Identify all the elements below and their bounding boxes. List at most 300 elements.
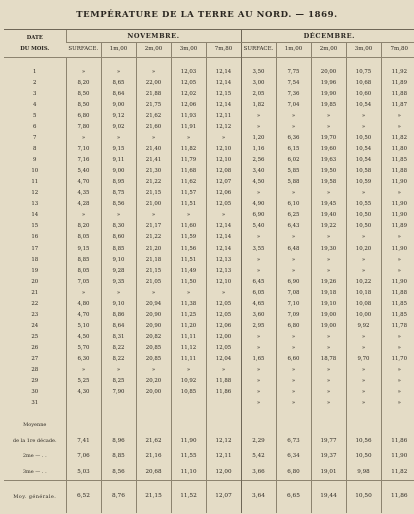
value-cell: 21,88 <box>136 89 171 100</box>
value-cell: 11,11 <box>171 354 206 365</box>
value-cell: » <box>311 111 346 122</box>
spacer-cell <box>346 58 381 67</box>
value-cell: » <box>381 111 414 122</box>
value-cell: » <box>276 266 311 277</box>
value-cell: 12,06 <box>206 188 241 199</box>
value-cell: 11,82 <box>381 133 414 144</box>
value-cell: 8,05 <box>66 233 101 244</box>
value-cell: 11,62 <box>171 177 206 188</box>
value-cell: 12,00 <box>206 332 241 343</box>
value-cell: » <box>66 288 101 299</box>
value-cell: 11,90 <box>381 199 414 210</box>
value-cell: 10,20 <box>346 244 381 255</box>
table-row <box>4 255 414 266</box>
table-row <box>4 387 414 398</box>
value-cell: 10,68 <box>346 78 381 89</box>
value-cell: 11,90 <box>381 177 414 188</box>
col-header-1m-dec: 1m,00 <box>276 43 311 58</box>
value-cell: 12,15 <box>206 89 241 100</box>
table-row <box>4 365 414 376</box>
table-row <box>4 376 414 387</box>
row-label-cell: 5 <box>33 112 37 119</box>
value-cell: 5,70 <box>66 343 101 354</box>
value-cell: 7,10 <box>66 144 101 155</box>
value-cell: 22,00 <box>136 78 171 89</box>
value-cell <box>66 399 101 410</box>
value-cell: » <box>276 365 311 376</box>
spacer-row <box>4 410 414 418</box>
value-cell: 5,40 <box>241 222 276 233</box>
table-row <box>4 89 414 100</box>
value-cell: 9,15 <box>66 244 101 255</box>
value-cell: 10,54 <box>346 144 381 155</box>
value-cell: 12,10 <box>206 144 241 155</box>
value-cell: 11,51 <box>171 255 206 266</box>
row-label-cell: 31 <box>31 400 39 407</box>
col-header-7m-nov: 7m,80 <box>206 43 241 58</box>
table-row <box>4 244 414 255</box>
value-cell: 12,03 <box>171 67 206 78</box>
value-cell: 19,85 <box>311 100 346 111</box>
value-cell: 12,14 <box>206 78 241 89</box>
value-cell: 7,10 <box>276 299 311 310</box>
value-cell: 19,30 <box>311 244 346 255</box>
value-cell: 11,52 <box>171 481 206 513</box>
value-cell: 4,50 <box>241 177 276 188</box>
value-cell: 19,44 <box>311 481 346 513</box>
value-cell: 8,64 <box>101 321 136 332</box>
table-body <box>4 58 414 514</box>
row-label-cell: 11 <box>31 179 39 186</box>
value-cell: » <box>206 288 241 299</box>
value-cell: 3,66 <box>241 465 276 481</box>
value-cell: 11,90 <box>381 210 414 221</box>
value-cell: » <box>311 255 346 266</box>
row-label-cell: 6 <box>33 123 37 130</box>
table-row <box>4 222 414 233</box>
value-cell: 2,95 <box>241 321 276 332</box>
value-cell: » <box>381 387 414 398</box>
value-cell: 6,73 <box>276 434 311 450</box>
value-cell: 9,28 <box>101 266 136 277</box>
value-cell: 10,54 <box>346 100 381 111</box>
col-header-3m-dec: 3m,00 <box>346 43 381 58</box>
value-cell: » <box>276 387 311 398</box>
value-cell: 6,34 <box>276 449 311 465</box>
value-cell: 9,70 <box>346 354 381 365</box>
value-cell: 10,50 <box>346 210 381 221</box>
value-cell: 11,89 <box>381 222 414 233</box>
row-label-cell: de la 1re décade. <box>12 437 57 444</box>
row-label-cell: 15 <box>31 223 39 230</box>
spacer-cell <box>381 58 414 67</box>
value-cell: 10,50 <box>346 481 381 513</box>
value-cell: 21,20 <box>136 244 171 255</box>
value-cell: 12,05 <box>206 310 241 321</box>
value-cell: » <box>276 122 311 133</box>
col-header-2m-nov: 2m,00 <box>136 43 171 58</box>
value-cell: 11,55 <box>171 449 206 465</box>
table-row <box>4 210 414 221</box>
value-cell: 6,30 <box>66 354 101 365</box>
value-cell: 4,50 <box>66 332 101 343</box>
spacer-cell <box>4 58 66 67</box>
general-mean-row <box>4 481 414 513</box>
col-header-7m-dec: 7m,80 <box>381 43 414 58</box>
spacer-cell <box>241 58 276 67</box>
value-cell: 11,90 <box>381 277 414 288</box>
value-cell: 9,10 <box>101 299 136 310</box>
value-cell: » <box>381 233 414 244</box>
table-row <box>4 166 414 177</box>
spacer-cell <box>241 410 276 418</box>
value-cell: 19,00 <box>311 310 346 321</box>
row-label-cell: 28 <box>31 367 39 374</box>
value-cell: 1,20 <box>241 133 276 144</box>
value-cell <box>136 399 171 410</box>
spacer-cell <box>101 410 136 418</box>
value-cell <box>206 418 241 434</box>
row-label-cell: 17 <box>31 245 39 252</box>
value-cell: 10,50 <box>346 133 381 144</box>
value-cell: 10,55 <box>346 199 381 210</box>
value-cell: 7,05 <box>66 277 101 288</box>
table-row <box>4 155 414 166</box>
value-cell: 11,51 <box>171 199 206 210</box>
value-cell: 8,85 <box>101 449 136 465</box>
value-cell: 3,50 <box>241 67 276 78</box>
row-label-cell: 19 <box>31 267 39 274</box>
table-row <box>4 277 414 288</box>
row-label-cell: 29 <box>31 378 39 385</box>
value-cell: 9,00 <box>101 166 136 177</box>
value-cell: 5,40 <box>66 166 101 177</box>
value-cell: 12,05 <box>206 299 241 310</box>
value-cell: 7,80 <box>66 122 101 133</box>
value-cell: 9,15 <box>101 144 136 155</box>
row-label-cell: 8 <box>33 145 37 152</box>
value-cell: » <box>276 111 311 122</box>
value-cell: 6,02 <box>276 155 311 166</box>
value-cell: 12,05 <box>206 343 241 354</box>
value-cell: 6,52 <box>66 481 101 513</box>
value-cell: 7,09 <box>276 310 311 321</box>
table-row <box>4 299 414 310</box>
value-cell: » <box>381 255 414 266</box>
spacer-cell <box>346 410 381 418</box>
value-cell: » <box>346 343 381 354</box>
date-header-line1: DATE <box>26 34 43 41</box>
value-cell: » <box>136 288 171 299</box>
value-cell: 11,80 <box>381 144 414 155</box>
value-cell: 19,58 <box>311 177 346 188</box>
value-cell: » <box>241 365 276 376</box>
value-cell <box>136 418 171 434</box>
value-cell: » <box>101 365 136 376</box>
table-row <box>4 111 414 122</box>
value-cell: » <box>346 399 381 410</box>
spacer-cell <box>101 58 136 67</box>
value-cell: 19,70 <box>311 133 346 144</box>
value-cell: 12,13 <box>206 266 241 277</box>
value-cell: 5,88 <box>276 177 311 188</box>
value-cell: 20,68 <box>136 465 171 481</box>
value-cell: 6,65 <box>276 481 311 513</box>
value-cell: 8,20 <box>66 78 101 89</box>
table-row <box>4 188 414 199</box>
value-cell: » <box>66 133 101 144</box>
table-row <box>4 354 414 365</box>
value-cell: 3,55 <box>241 244 276 255</box>
page-title: TEMPÉRATURE DE LA TERRE AU NORD. — 1869. <box>76 10 338 20</box>
value-cell: 6,05 <box>241 288 276 299</box>
table-row <box>4 133 414 144</box>
value-cell: » <box>311 387 346 398</box>
value-cell: 9,11 <box>101 155 136 166</box>
value-cell: » <box>101 133 136 144</box>
value-cell: 21,15 <box>136 266 171 277</box>
value-cell: 9,00 <box>101 100 136 111</box>
value-cell: 8,56 <box>101 465 136 481</box>
row-label-cell: 14 <box>31 212 39 219</box>
value-cell: » <box>311 122 346 133</box>
value-cell: 8,75 <box>101 188 136 199</box>
table-row <box>4 177 414 188</box>
value-cell: 5,42 <box>241 449 276 465</box>
row-label-cell: 2me — . . <box>22 453 47 460</box>
value-cell: 6,15 <box>276 144 311 155</box>
month-header-november: NOVEMBRE. <box>66 30 241 43</box>
value-cell: 8,56 <box>101 199 136 210</box>
value-cell: » <box>276 332 311 343</box>
value-cell: 10,22 <box>346 277 381 288</box>
value-cell: 12,02 <box>171 89 206 100</box>
spacer-cell <box>206 58 241 67</box>
value-cell: 10,58 <box>346 166 381 177</box>
value-cell: 4,80 <box>66 299 101 310</box>
table-row <box>4 288 414 299</box>
value-cell: » <box>101 288 136 299</box>
value-cell: 19,60 <box>311 144 346 155</box>
row-label-cell: 27 <box>31 356 39 363</box>
value-cell: 8,50 <box>66 89 101 100</box>
value-cell: 11,60 <box>171 222 206 233</box>
value-cell: 21,62 <box>136 111 171 122</box>
value-cell: 21,75 <box>136 100 171 111</box>
table-row <box>4 199 414 210</box>
value-cell: 19,96 <box>311 78 346 89</box>
value-cell: 11,88 <box>381 89 414 100</box>
value-cell: » <box>346 233 381 244</box>
value-cell: » <box>241 332 276 343</box>
summary-row <box>4 434 414 450</box>
value-cell: 20,82 <box>136 332 171 343</box>
table-row <box>4 321 414 332</box>
value-cell: 9,02 <box>101 122 136 133</box>
value-cell: » <box>241 111 276 122</box>
value-cell: 7,06 <box>66 449 101 465</box>
value-cell: 10,56 <box>346 434 381 450</box>
spacer-cell <box>171 58 206 67</box>
value-cell: » <box>241 343 276 354</box>
value-cell: » <box>241 188 276 199</box>
value-cell: 1,65 <box>241 354 276 365</box>
value-cell: » <box>346 332 381 343</box>
value-cell: » <box>276 399 311 410</box>
value-cell: » <box>206 365 241 376</box>
summary-row <box>4 465 414 481</box>
value-cell <box>206 399 241 410</box>
col-header-1m-nov: 1m,00 <box>101 43 136 58</box>
value-cell <box>101 418 136 434</box>
summary-row <box>4 418 414 434</box>
table-row <box>4 144 414 155</box>
value-cell <box>171 399 206 410</box>
row-label-cell: 4 <box>33 101 37 108</box>
value-cell: 19,01 <box>311 465 346 481</box>
col-header-2m-dec: 2m,00 <box>311 43 346 58</box>
value-cell: » <box>136 365 171 376</box>
value-cell: 21,40 <box>136 144 171 155</box>
spacer-cell <box>311 410 346 418</box>
value-cell: 18,78 <box>311 354 346 365</box>
value-cell: 11,88 <box>381 166 414 177</box>
value-cell: 19,40 <box>311 210 346 221</box>
spacer-cell <box>276 410 311 418</box>
value-cell: 11,50 <box>171 277 206 288</box>
value-cell: » <box>136 133 171 144</box>
value-cell: 12,05 <box>171 78 206 89</box>
value-cell: 21,22 <box>136 177 171 188</box>
spacer-cell <box>381 410 414 418</box>
value-cell: 21,16 <box>136 449 171 465</box>
value-cell: 5,10 <box>66 321 101 332</box>
value-cell: 9,10 <box>101 255 136 266</box>
value-cell: 5,25 <box>66 376 101 387</box>
table-row <box>4 78 414 89</box>
value-cell: 19,37 <box>311 449 346 465</box>
value-cell: 10,08 <box>346 299 381 310</box>
row-label-cell: 30 <box>31 389 39 396</box>
value-cell: 7,04 <box>276 100 311 111</box>
spacer-cell <box>136 58 171 67</box>
value-cell: » <box>381 376 414 387</box>
value-cell: 3,40 <box>241 166 276 177</box>
value-cell: 10,60 <box>346 89 381 100</box>
value-cell: » <box>66 67 101 78</box>
value-cell: 10,85 <box>171 387 206 398</box>
value-cell: 10,75 <box>346 67 381 78</box>
value-cell: 10,50 <box>346 222 381 233</box>
value-cell: » <box>206 210 241 221</box>
value-cell: 6,48 <box>276 244 311 255</box>
table-row <box>4 310 414 321</box>
value-cell: 9,98 <box>346 465 381 481</box>
row-label-cell: 24 <box>31 322 39 329</box>
value-cell: 6,60 <box>276 354 311 365</box>
value-cell: » <box>311 233 346 244</box>
value-cell: » <box>311 266 346 277</box>
value-cell: 8,25 <box>101 376 136 387</box>
value-cell: » <box>101 67 136 78</box>
value-cell: 11,59 <box>171 233 206 244</box>
value-cell: 19,10 <box>311 299 346 310</box>
value-cell: » <box>241 266 276 277</box>
value-cell: 10,92 <box>171 376 206 387</box>
value-cell: 19,77 <box>311 434 346 450</box>
value-cell: 6,25 <box>276 210 311 221</box>
value-cell: 12,07 <box>206 177 241 188</box>
value-cell: 20,00 <box>311 67 346 78</box>
value-cell: 11,88 <box>206 376 241 387</box>
value-cell: 8,60 <box>101 233 136 244</box>
value-cell: 20,00 <box>136 387 171 398</box>
value-cell: 2,05 <box>241 89 276 100</box>
value-cell: 21,22 <box>136 233 171 244</box>
value-cell <box>66 418 101 434</box>
value-cell: 1,82 <box>241 100 276 111</box>
value-cell: » <box>346 387 381 398</box>
value-cell: » <box>101 210 136 221</box>
spacer-cell <box>171 410 206 418</box>
value-cell: 8,85 <box>66 255 101 266</box>
temperature-table <box>4 29 414 513</box>
value-cell: 19,45 <box>311 199 346 210</box>
value-cell: » <box>346 122 381 133</box>
row-label-cell: Moy. générale. <box>4 481 66 513</box>
table-row <box>4 122 414 133</box>
value-cell: 11,85 <box>381 310 414 321</box>
date-header-line2: DU MOIS. <box>20 45 50 52</box>
value-cell: » <box>241 376 276 387</box>
value-cell: 5,03 <box>66 465 101 481</box>
value-cell: 12,12 <box>206 122 241 133</box>
col-header-3m-nov: 3m,00 <box>171 43 206 58</box>
value-cell: 11,86 <box>381 481 414 513</box>
value-cell: » <box>241 399 276 410</box>
value-cell: 10,18 <box>346 288 381 299</box>
value-cell: 21,41 <box>136 155 171 166</box>
value-cell: » <box>311 332 346 343</box>
value-cell: 21,15 <box>136 481 171 513</box>
value-cell: 4,70 <box>66 177 101 188</box>
row-label-cell: 25 <box>31 334 39 340</box>
value-cell: » <box>276 343 311 354</box>
spacer-cell <box>136 410 171 418</box>
value-cell: 11,11 <box>171 332 206 343</box>
value-cell: 12,10 <box>206 155 241 166</box>
value-cell: » <box>346 188 381 199</box>
row-label-cell: Moyenne <box>23 422 47 429</box>
value-cell: 19,18 <box>311 288 346 299</box>
value-cell: 4,90 <box>241 199 276 210</box>
value-cell: 10,54 <box>346 155 381 166</box>
value-cell: 21,60 <box>136 122 171 133</box>
value-cell: » <box>346 255 381 266</box>
value-cell: » <box>381 332 414 343</box>
value-cell: » <box>66 365 101 376</box>
value-cell: » <box>381 122 414 133</box>
value-cell: 3,00 <box>241 78 276 89</box>
value-cell: 11,20 <box>171 321 206 332</box>
value-cell: 12,06 <box>171 100 206 111</box>
value-cell: 2,56 <box>241 155 276 166</box>
value-cell: 20,85 <box>136 354 171 365</box>
table-row <box>4 100 414 111</box>
value-cell: 6,10 <box>276 199 311 210</box>
value-cell: 8,96 <box>101 434 136 450</box>
value-cell: » <box>381 399 414 410</box>
